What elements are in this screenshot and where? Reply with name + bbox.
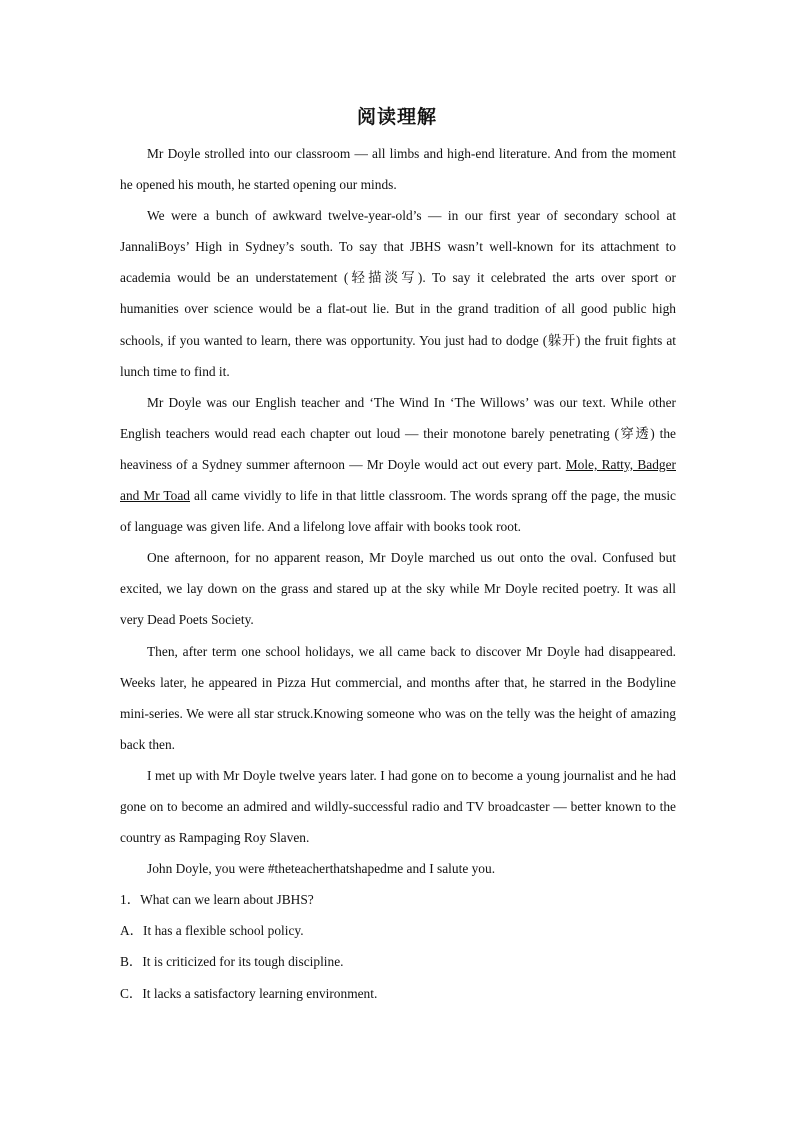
passage-body	[120, 138, 676, 1009]
paragraph-3-text-after: all came vividly to life in that little classroom. The words sprang off the page, the music of language was given life. And a lifelong love affair with books took root.	[120, 488, 676, 535]
option-c: C．It lacks a satisfactory learning environment.	[120, 985, 378, 1001]
paragraph-7: John Doyle, you were #theteacherthatshapedme and I salute you.	[147, 861, 496, 877]
paragraph-3-text-before: Mr Doyle was our English teacher and ‘The Wind In ‘The Willows’ was our text. While other English teachers would read each chapter out loud — their monotone barely penetrating (穿透) the heaviness of a Sydney summer afternoon — Mr Doyle would act out every part.	[120, 394, 676, 472]
question-stem: 1．What can we learn about JBHS?	[120, 892, 314, 908]
paragraph-4: One afternoon, for no apparent reason, Mr Doyle marched us out onto the oval. Confused but excited, we lay down on the grass and stared up at the sky while Mr Doyle recited poetry. It was all very Dead Poets Society.	[120, 550, 676, 628]
paragraph-3	[120, 387, 676, 542]
underlined-characters: Mole, Ratty, Badger and Mr Toad	[120, 456, 676, 504]
paragraph-5: Then, after term one school holidays, we all came back to discover Mr Doyle had disappeared. Weeks later, he appeared in Pizza Hut commercial, and months after that, he starred in the Bodyline mini-series. We were all star struck.Knowing someone who was on the telly was the height of amazing back then.	[120, 643, 676, 752]
question-1	[120, 884, 676, 1008]
paragraph-6: I met up with Mr Doyle twelve years later. I had gone on to become a young journalist and he had gone on to become an admired and wildly-successful radio and TV broadcaster — better known to the country as Rampaging Roy Slaven.	[120, 767, 676, 846]
option-b: B．It is criticized for its tough discipline.	[120, 954, 344, 970]
paragraph-1: Mr Doyle strolled into our classroom — all limbs and high-end literature. And from the moment he opened his mouth, he started opening our minds.	[120, 146, 676, 193]
paragraph-2: We were a bunch of awkward twelve-year-old’s — in our first year of secondary school at JannaliBoys’ High in Sydney’s south. To say that JBHS wasn’t well-known for its attachment to academia would be an understatement (轻描淡写). To say it celebrated the arts over sport or humanities over science would be a flat-out lie. But in the grand tradition of all good public high schools, if you wanted to learn, there was opportunity. You just had to dodge (躲开) the fruit fights at lunch time to find it.	[120, 208, 676, 379]
option-a: A．It has a flexible school policy.	[120, 923, 304, 939]
page-title: 阅读理解	[356, 106, 437, 128]
